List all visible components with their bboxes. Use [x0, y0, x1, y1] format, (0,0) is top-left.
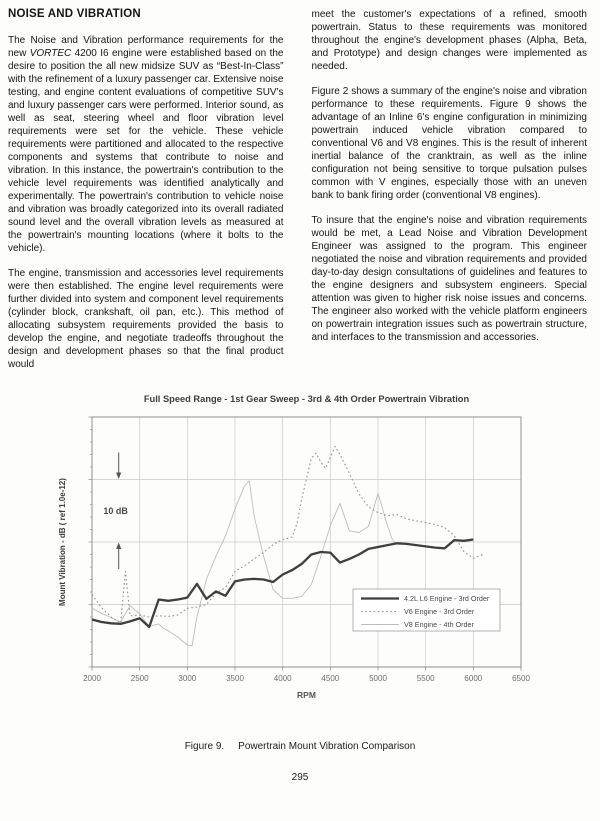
paragraph [8, 34, 284, 255]
chart-title: Full Speed Range - 1st Gear Sweep - 3rd & 4th Order Powertrain Vibration [143, 394, 470, 404]
paragraph-text: 4200 I6 engine were established based on the desire to position the all new midsize SUV as “Best-In-Class” with the refinement of a luxury passenger car. Extensive noise testing, and engine content evaluations of competitive SUV's and luxury passenger cars were performed. Interior sound, as well as seat, steering wheel and floor vibration level requirements were set for the vehicle. These vehicle requirements were partitioned and allocated to the respective components and systems that contribute to noise and vibration. In this instance, the powertrain's contribution to the vehicle level requirements was identified analytically and experimentally. The powertrain's contribution to vehicle noise and vibration was broadly categorized into its overall radiated sound level and the overall vibration levels as measured at the powertrain's mounting locations (where it bolts to the vehicle). [8, 48, 284, 254]
vibration-chart [55, 389, 540, 731]
x-tick-label: 6500 [512, 674, 530, 683]
x-tick-label: 5000 [369, 674, 387, 683]
text-columns [0, 0, 600, 383]
scale-arrow-down-icon [116, 473, 121, 480]
figure-9 [0, 389, 600, 752]
x-tick-label: 3500 [226, 674, 244, 683]
italic-term: VORTEC [29, 48, 72, 59]
series-line-v8 [92, 481, 397, 646]
paragraph: The engine, transmission and accessories level requirements were then established. The engine level requirements were further divided into system and component level requirements (cylinder block, crankshaft, oil pan, etc.). This method of allocating subsystem requirements provided the basis to develop the engine, and negotiate tradeoffs throughout the design and development phases so that the final product would [8, 268, 284, 370]
x-tick-label: 5500 [416, 674, 435, 683]
paragraph: meet the customer's expectations of a refined, smooth powertrain. Status to these requirements was monitored throughout the engine's development phases (Alpha, Beta, and Prototype) and design changes were implemented as needed. [311, 9, 587, 72]
y-axis-label: Mount Vibration - dB ( ref 1.0e-12) [58, 478, 67, 606]
x-tick-label: 4500 [321, 674, 340, 683]
paragraph: To insure that the engine's noise and vibration requirements would be met, a Lead Noise and Vibration Development Engineer was assigned to the program. This engineer negotiated the noise and vibration requirements and provided day-to-day design consultations of guidelines and features to the engine designers and subsystem engineers. Special attention was given to higher risk noise issues and concerns. The engineer also worked with the vehicle platform engineers on powertrain integration issues such as powertrain structure, and interfaces to the transmission and accessories. [311, 215, 587, 343]
right-column [312, 8, 588, 383]
page-number: 295 [291, 772, 309, 783]
paragraph: Figure 2 shows a summary of the engine's noise and vibration performance to these requirements. Figure 9 shows the advantage of an Inline 6's engine configuration in minimizing powertrain induced vehicle vibration compared to conventional V6 and V8 engines. This is the result of inherent inertial balance of the cranktrain, as well as the inline configuration not being sensitive to torque pulsation pulses common with V engines, especially those with an uneven bank to bank firing order (conventional V8 engines). [311, 86, 587, 201]
scale-annotation-label: 10 dB [103, 505, 128, 516]
x-tick-label: 2500 [130, 674, 149, 683]
figure-caption-label: Figure 9. [184, 741, 225, 752]
figure-caption-text: Powertrain Mount Vibration Comparison [238, 741, 416, 752]
x-tick-label: 3000 [178, 674, 197, 683]
paragraph-text: The Noise and Vibration performance requirements for the new [8, 35, 284, 59]
section-heading: NOISE AND VIBRATION [8, 8, 141, 20]
legend-label-v8: V8 Engine - 4th Order [404, 620, 474, 630]
x-axis-label: RPM [297, 690, 316, 700]
x-tick-label: 6000 [464, 674, 483, 683]
legend-label-v6: V6 Engine - 3rd Order [404, 607, 475, 617]
left-column [8, 8, 284, 383]
x-tick-label: 2000 [83, 674, 101, 683]
x-tick-label: 4000 [273, 674, 292, 683]
legend-label-l6: 4.2L L6 Engine - 3rd Order [404, 594, 490, 604]
figure-caption [0, 741, 600, 752]
scale-arrow-up-icon [116, 543, 121, 550]
